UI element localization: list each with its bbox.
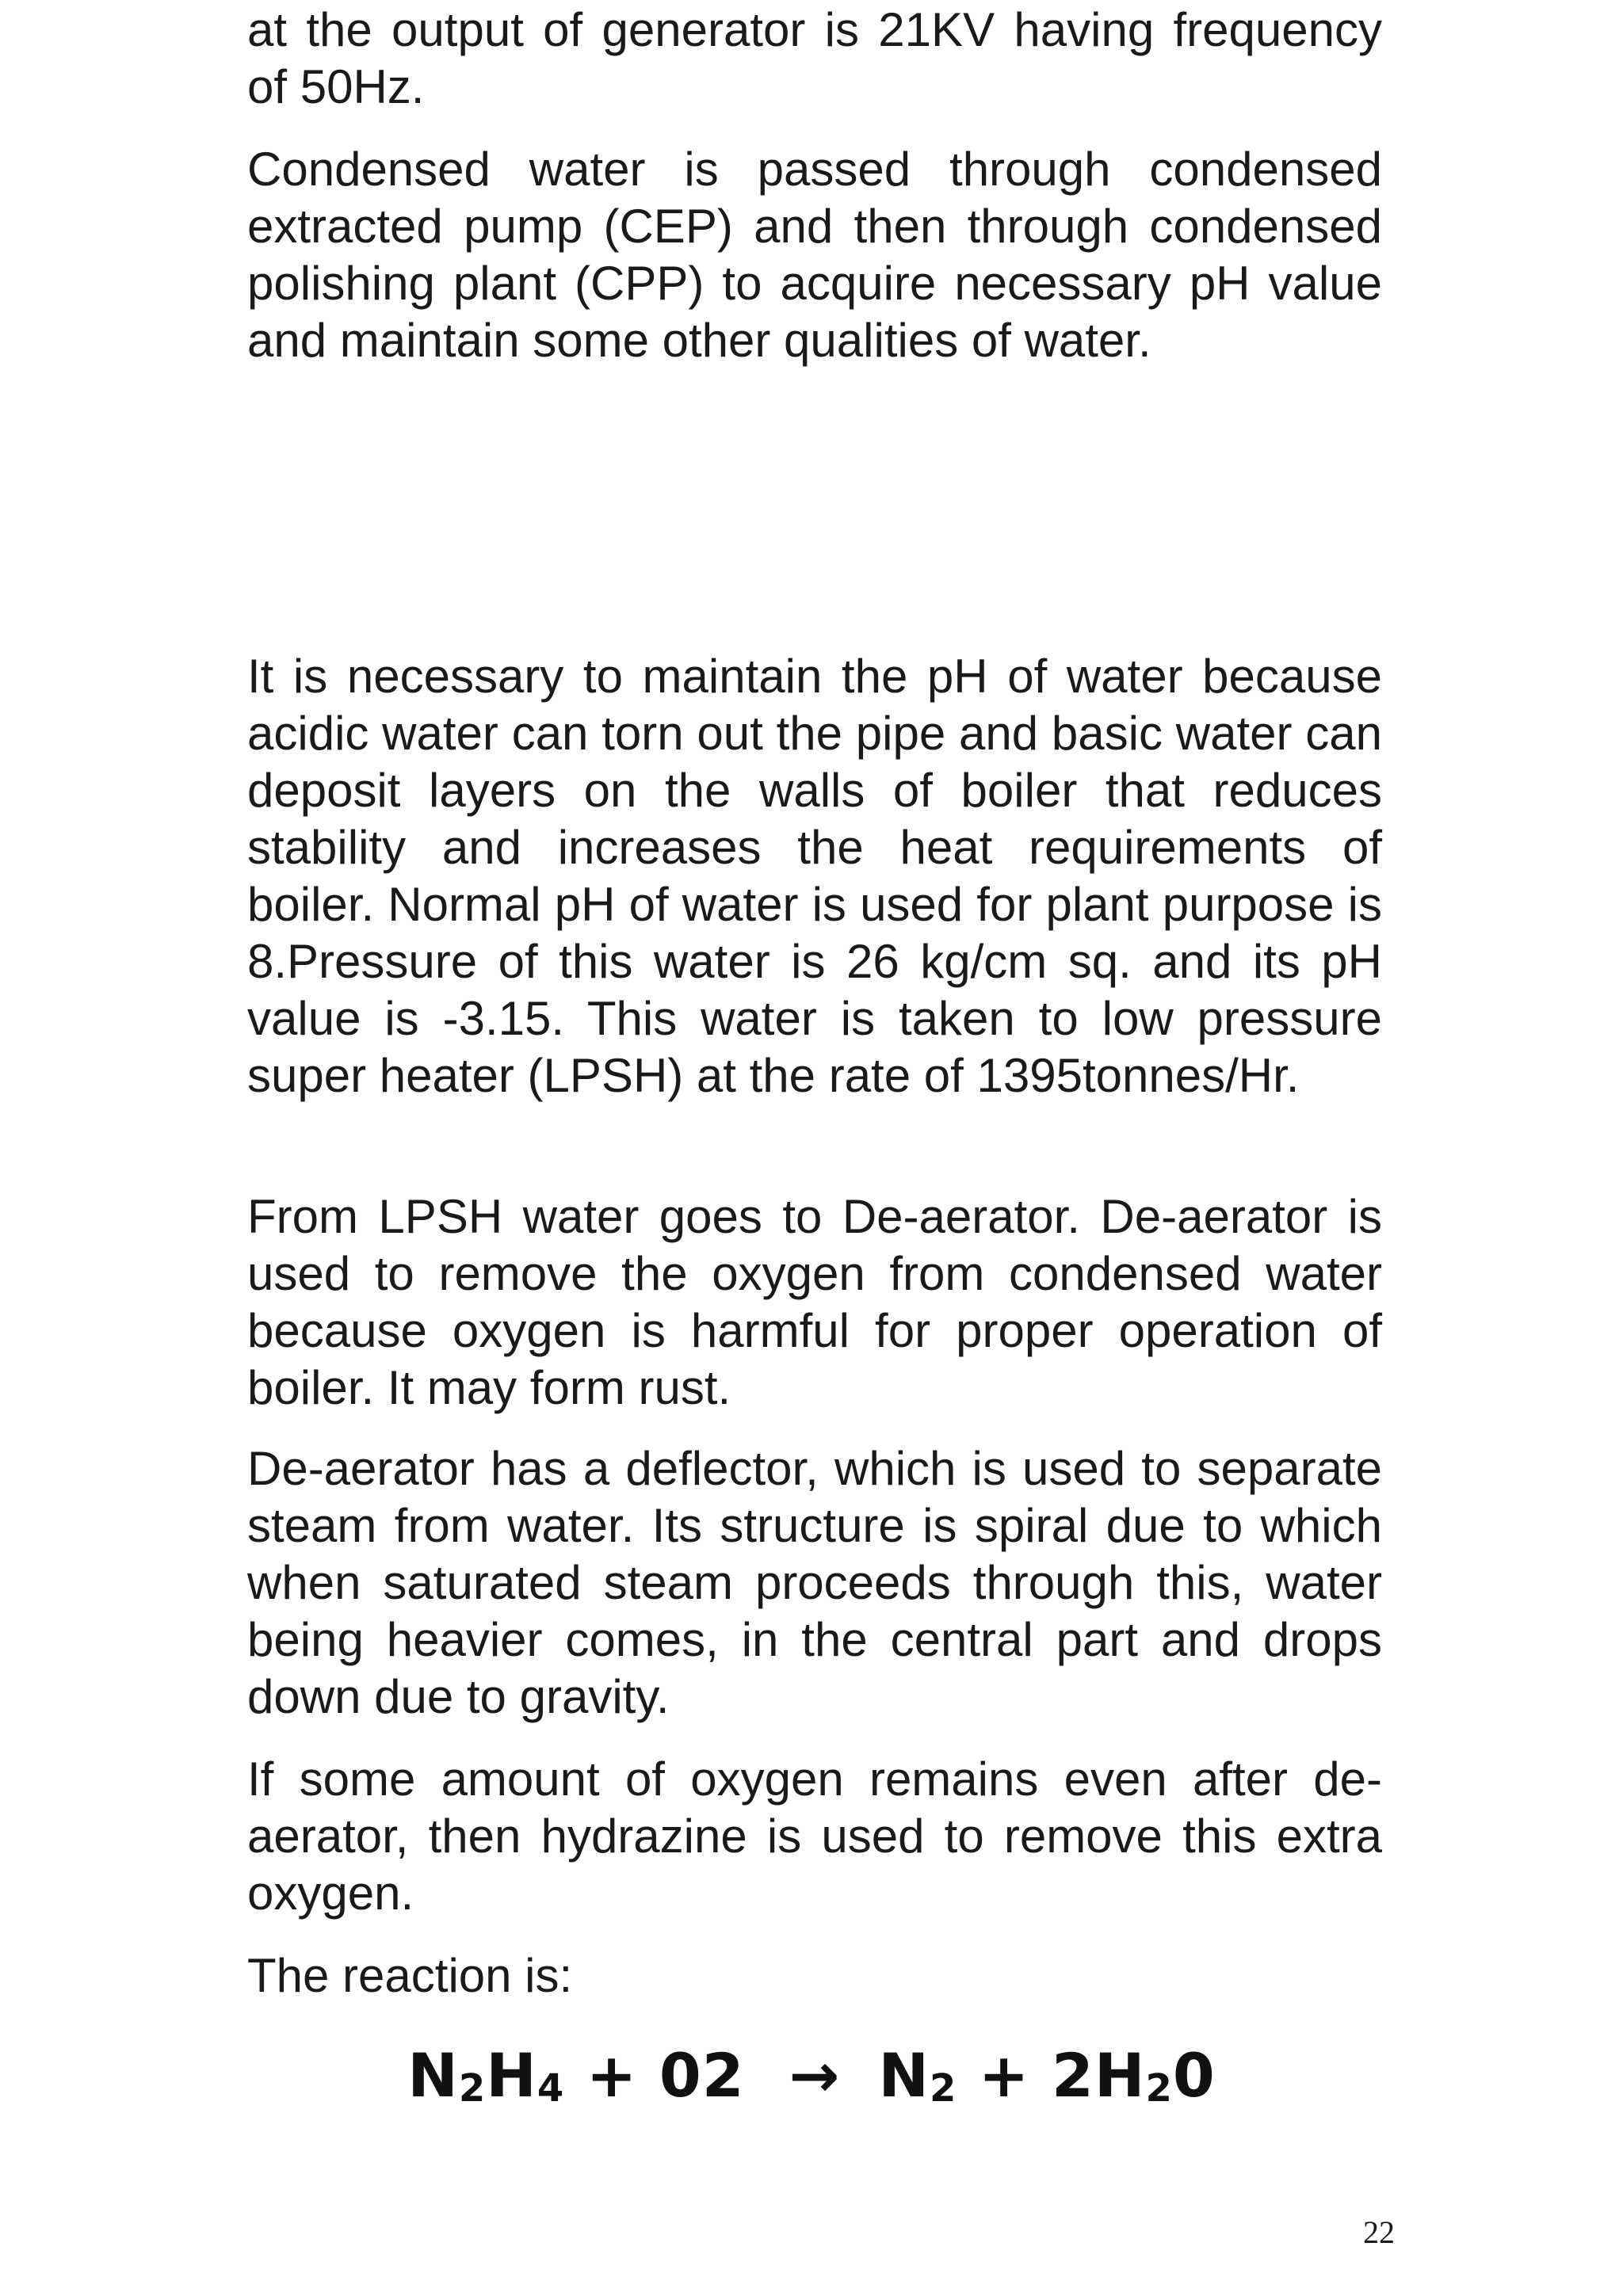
equation-reactant-hydrazine: $N_2H_4$ <box>407 2040 565 2111</box>
reaction-arrow-icon: → <box>789 2040 841 2111</box>
chemical-equation <box>0 2036 1623 2115</box>
equation-product-nitrogen: $N_2$ <box>878 2040 957 2111</box>
paragraph-hydrazine: If some amount of oxygen remains even after de-aerator, then hydrazine is used to remove this extra oxygen. <box>247 1753 1382 1920</box>
paragraph-ph-maintenance: It is necessary to maintain the pH of water because acidic water can torn out the pipe and basic water can deposit layers on the walls of boiler that reduces stability and increases the heat requirements of boiler. Normal pH of water is used for plant purpose is 8.Pressure of this water is 26 kg/cm sq. and its pH value is -3.15. This water is taken to low pressure super heater (LPSH) at the rate of 1395tonnes/Hr. <box>247 650 1382 1102</box>
paragraph-generator-output: at the output of generator is 21KV having frequency of 50Hz. <box>247 3 1382 113</box>
paragraph-condensed-water: Condensed water is passed through condensed extracted pump (CEP) and then through condensed polishing plant (CPP) to acquire necessary pH value and maintain some other qualities of water. <box>247 143 1382 367</box>
paragraph-de-aerator-purpose: From LPSH water goes to De-aerator. De-aerator is used to remove the oxygen from condensed water because oxygen is harmful for proper operation of boiler. It may form rust. <box>247 1190 1382 1414</box>
page-number: 22 <box>1363 2214 1395 2250</box>
equation-plus: + <box>564 2040 659 2111</box>
equation-product-water: $2H_20$ <box>1051 2040 1216 2111</box>
equation-plus: + <box>957 2040 1052 2111</box>
equation-reactant-oxygen: 02 <box>659 2040 745 2111</box>
paragraph-reaction-intro: The reaction is: <box>247 1949 573 2002</box>
paragraph-de-aerator-deflector: De-aerator has a deflector, which is used to separate steam from water. Its structure is spiral due to which when saturated steam proceeds through this, water being heavier comes, in the central part and drops down due to gravity. <box>247 1442 1382 1723</box>
